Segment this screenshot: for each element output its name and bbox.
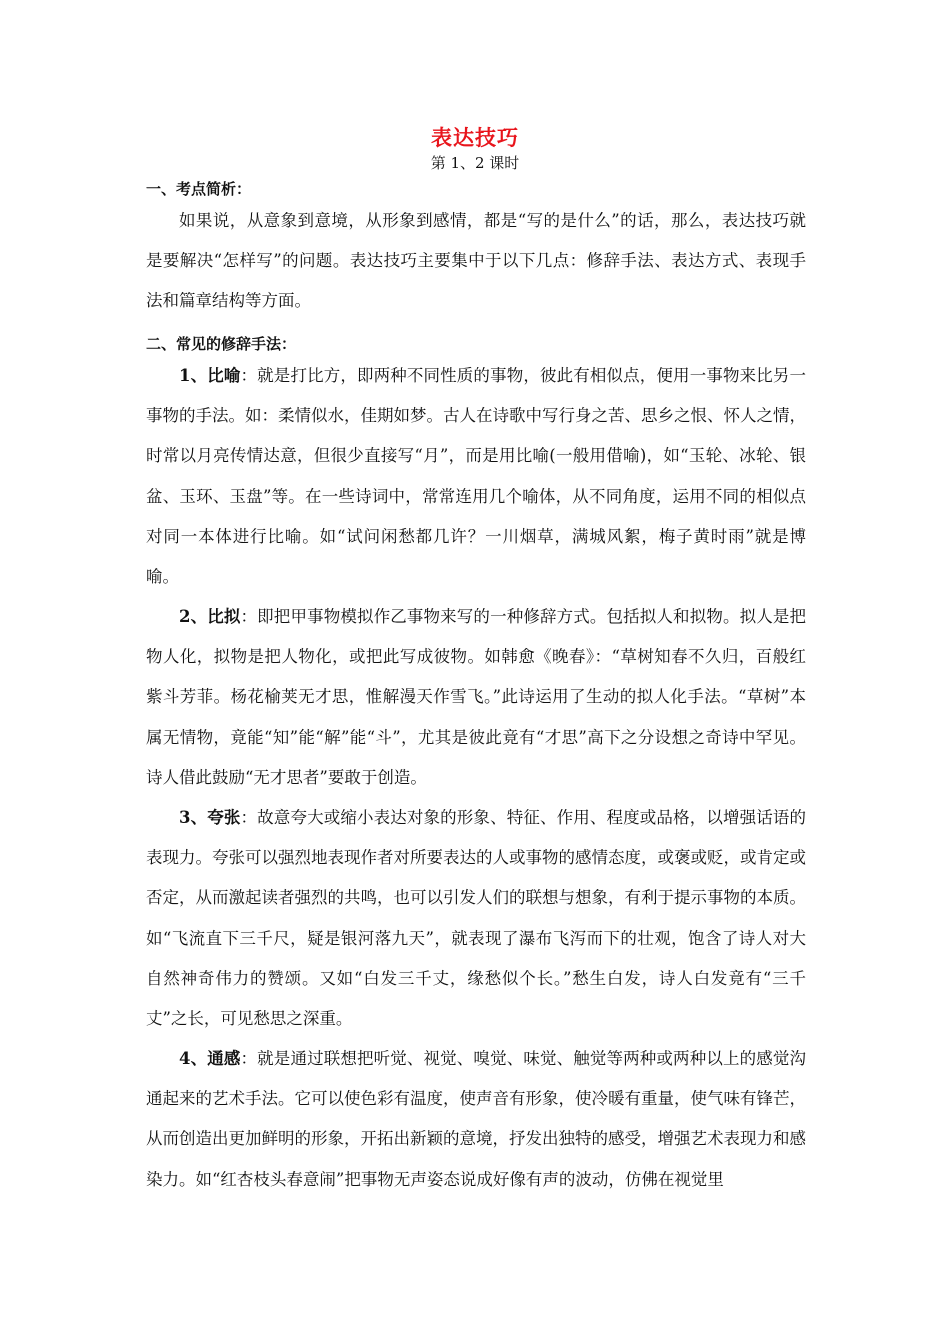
rhetoric-item-personification — [146, 597, 806, 798]
item-text: ：即把甲事物模拟作乙事物来写的一种修辞方式。包括拟人和拟物。拟人是把物人化，拟物是把人物化，或把此写成彼物。如韩愈《晚春》：“草树知春不久归，百般红紫斗芳菲。杨花榆荚无才思，惟解漫天作雪飞。”此诗运用了生动的拟人化手法。“草树”本属无情物，竟能“知”能“解”能“斗”，尤其是彼此竟有“才思”高下之分设想之奇诗中罕见。诗人借此鼓励“无才思者”要敢于创造。 — [146, 607, 807, 787]
item-term: 1、比喻 — [179, 366, 241, 385]
section-heading-analysis: 一、考点简析： — [146, 180, 252, 198]
item-text: ：就是通过联想把听觉、视觉、嗅觉、味觉、触觉等两种或两种以上的感觉沟通起来的艺术手法。它可以使色彩有温度，使声音有形象，使冷暖有重量，使气味有锋芒，从而创造出更加鲜明的形象，开拓出新颖的意境，抒发出独特的感受，增强艺术表现力和感染力。如“红杏枝头春意闹”把事物无声姿态说成好像有声的波动，仿佛在视觉里 — [146, 1049, 807, 1189]
item-text: ：故意夸大或缩小表达对象的形象、特征、作用、程度或品格，以增强话语的表现力。夸张可以强烈地表现作者对所要表达的人或事物的感情态度，或褒或贬，或肯定或否定，从而激起读者强烈的共鸣，也可以引发人们的联想与想象，有利于提示事物的本质。如“飞流直下三千尺，疑是银河落九天”，就表现了瀑布飞泻而下的壮观，饱含了诗人对大自然神奇伟力的赞颂。又如“白发三千丈，缘愁似个长。”愁生白发，诗人白发竟有“三千丈”之长，可见愁思之深重。 — [146, 808, 807, 1029]
section-heading-rhetoric: 二、常见的修辞手法： — [146, 335, 297, 353]
document-subtitle: 第 1、2 课时 — [430, 154, 520, 172]
item-term: 2、比拟 — [179, 607, 241, 626]
analysis-paragraph: 如果说，从意象到意境，从形象到感情，都是“写的是什么”的话，那么，表达技巧就是要解决“怎样写”的问题。表达技巧主要集中于以下几点：修辞手法、表达方式、表现手法和篇章结构等方面。 — [146, 211, 806, 311]
item-term: 4、通感 — [179, 1049, 241, 1068]
rhetoric-item-synesthesia — [146, 1039, 806, 1200]
document-title: 表达技巧 — [431, 125, 519, 150]
rhetoric-item-metaphor — [146, 356, 806, 597]
item-text: ：就是打比方，即两种不同性质的事物，彼此有相似点，便用一事物来比另一事物的手法。如：柔情似水，佳期如梦。古人在诗歌中写行身之苦、思乡之恨、怀人之情，时常以月亮传情达意，但很少直接写“月”，而是用比喻(一般用借喻)，如“玉轮、冰轮、银盆、玉环、玉盘”等。在一些诗词中，常常连用几个喻体，从不同角度，运用不同的相似点对同一本体进行比喻。如“试问闲愁都几许？一川烟草，满城风絮，梅子黄时雨”就是博喻。 — [146, 366, 807, 587]
item-term: 3、夸张 — [179, 808, 241, 827]
rhetoric-item-hyperbole — [146, 798, 806, 1039]
